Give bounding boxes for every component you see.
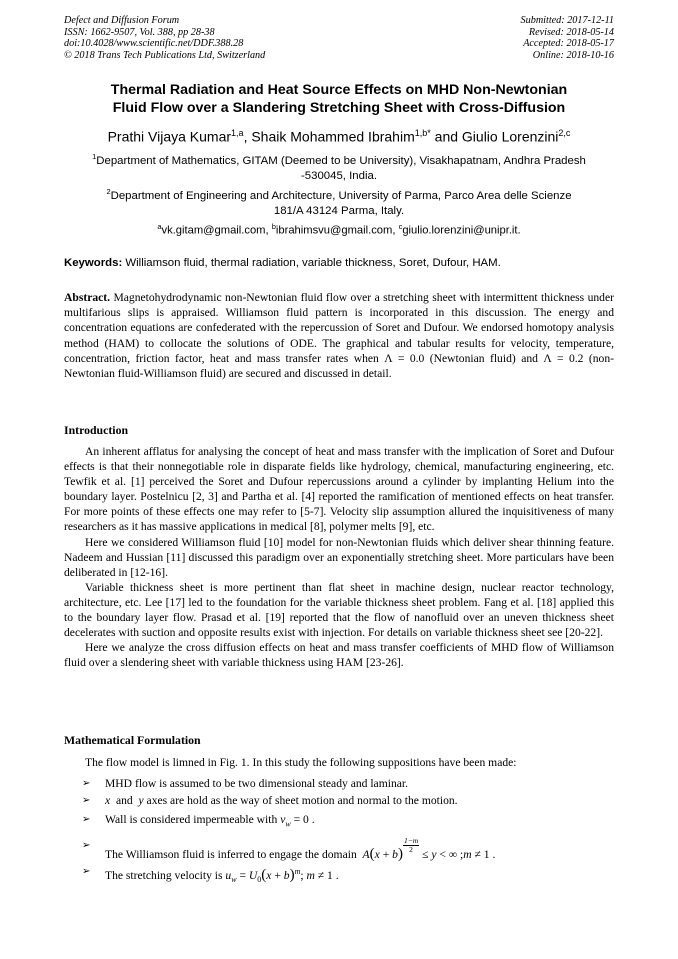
- math-exponent-fraction: [403, 837, 419, 854]
- formulation-intro: [64, 755, 614, 770]
- section-heading-introduction: Introduction: [64, 423, 129, 437]
- math-var: v: [280, 813, 286, 826]
- date-online: Online: 2018-10-16: [532, 49, 614, 61]
- arrow-bullet-icon: ➢: [82, 778, 91, 789]
- fraction-numerator: 1−m: [403, 836, 419, 845]
- math-var: x: [105, 794, 111, 807]
- email-b[interactable]: ibrahimsvu@gmail.com,: [275, 224, 399, 237]
- list-item-text: MHD flow is assumed to be two dimensional steady and laminar.: [105, 777, 408, 790]
- math-var: A: [362, 848, 370, 861]
- list-item: [82, 811, 616, 835]
- math-var: U: [248, 868, 258, 882]
- list-item-text: axes are hold as the way of sheet motion and normal to the motion.: [143, 794, 458, 807]
- list-item: [82, 793, 616, 811]
- math-var: x: [374, 848, 380, 861]
- math-var: u: [225, 868, 232, 882]
- author-3: Giulio Lorenzini: [461, 128, 559, 145]
- list-item-text: The Williamson fluid is inferred to engage the domain: [105, 848, 363, 861]
- math-operator: +: [379, 848, 393, 861]
- affiliation-1-marker: 1: [92, 152, 97, 161]
- abstract: [64, 290, 614, 381]
- email-b-marker: b: [271, 222, 276, 231]
- assumption-list: [82, 776, 616, 883]
- math-paren: (: [369, 846, 375, 862]
- math-subscript: w: [285, 819, 291, 829]
- abstract-equation: Λ = 0.2: [543, 351, 584, 365]
- author-1: Prathi Vijaya Kumar: [107, 128, 232, 145]
- abstract-text: (non-Newtonian fluid-Williamson fluid) are secured and discussed in detail.: [64, 351, 615, 381]
- keywords-label: Keywords:: [64, 257, 123, 269]
- arrow-bullet-icon: ➢: [82, 866, 91, 877]
- paragraph: Here we considered Williamson fluid [10] model for non-Newtonian fluids which deliver shear thinning feature. Nadeem and Hussian [11] discussed this paradigm over an exponentially stretching sheet. More particulars have been deliberated in [12-16].: [64, 535, 614, 579]
- paragraph: Variable thickness sheet is more pertinent than flat sheet in machine design, nuclear reactor technology, architecture, etc. Lee [17] led to the foundation for the variable thickness sheet problem. Fang et al. [18] applied this to the boundary layer flow. Prasad et al. [19] reported that the flow of nanofluid over an uneven thickness sheet decelerates with suction and opposite results exist with injection. For details on variable thickness sheet see [20-22].: [64, 580, 614, 640]
- math-var: m: [463, 848, 472, 861]
- journal-info: [64, 15, 265, 61]
- abstract-text: Magnetohydrodynamic non-Newtonian fluid flow over a stretching sheet with intermittent thickness under multifarious slips is appraised. Williamson fluid pattern is incorporated in this discussion. The energy and concentration equations are confederated with the repercussion of Soret and Dufour. We endorsed homotopy analysis method (HAM) to collocate the solutions of ODE. The graphical and tabular results for velocity, temperature, concentration, friction factor, heat and mass transfer rates when: [64, 291, 614, 365]
- math-var: x: [266, 868, 272, 882]
- email-c[interactable]: giulio.lorenzini@unipr.it.: [402, 224, 521, 237]
- arrow-bullet-icon: ➢: [82, 795, 91, 806]
- journal-doi: doi:10.4028/www.scientific.net/DDF.388.28: [64, 38, 244, 50]
- list-item: [82, 776, 616, 793]
- section-heading-formulation: Mathematical Formulation: [64, 733, 201, 747]
- email-c-marker: c: [398, 222, 403, 231]
- math-paren: (: [261, 866, 267, 883]
- affiliation-1-line-1: Department of Mathematics, GITAM (Deemed to be University), Visakhapatnam, Andhra Pradesh: [96, 154, 586, 167]
- author-2: Shaik Mohammed Ibrahim: [251, 128, 415, 145]
- author-1-affil: 1,a: [231, 128, 244, 138]
- title-line-2: Fluid Flow over a Slandering Stretching Sheet with Cross-Diffusion: [112, 100, 566, 116]
- math-operator: =: [236, 868, 249, 882]
- abstract-text: (Newtonian fluid) and: [424, 351, 544, 365]
- list-item: [82, 863, 616, 883]
- affiliation-1-line-2: -530045, India.: [301, 170, 377, 183]
- fraction-denominator: 2: [409, 845, 413, 854]
- math-subscript: 0: [257, 875, 262, 885]
- keywords-text: Williamson fluid, thermal radiation, variable thickness, Soret, Dufour, HAM.: [122, 257, 501, 269]
- math-operator: ;: [300, 868, 307, 882]
- keywords: [64, 256, 614, 271]
- math-subscript: w: [231, 875, 237, 885]
- email-a-marker: a: [157, 222, 162, 231]
- date-revised: Revised: 2018-05-14: [528, 26, 614, 38]
- list-item-text: and: [110, 794, 139, 807]
- math-operator: ≠ 1 .: [471, 848, 496, 861]
- author-list: [40, 124, 638, 146]
- journal-copyright: © 2018 Trans Tech Publications Ltd, Switzerland: [64, 49, 266, 61]
- paragraph: An inherent afflatus for analysing the concept of heat and mass transfer with the implication of Soret and Dufour effects is that their nonnegotiable role in disparate fields like hydrology, chemical, manufacturing engineering, etc. Tewfik et al. [1] perceived the Soret and Dufour repercussions around a cylinder by implanting Helium into the boundary layer. Postelnicu [2, 3] and Partha et al. [4] reported the ramification of mentioned effects on heat transfer. For more points of these effects one may refer to [5-7]. Velocity slip assumption allured the inquisitiveness of many researchers as it has massive applications in medical [8], polymer melts [9], etc.: [64, 445, 614, 534]
- author-3-affil: 2,c: [558, 128, 571, 138]
- math-operator: ≤: [419, 848, 432, 861]
- author-separator: and: [430, 128, 462, 145]
- author-2-affil: 1,b*: [414, 128, 431, 138]
- math-var: b: [392, 848, 398, 861]
- math-superscript: m: [294, 867, 301, 876]
- list-item-text: Wall is considered impermeable with: [105, 813, 281, 826]
- list-item-text: The stretching velocity is: [105, 868, 226, 882]
- affiliation-2: [60, 184, 618, 220]
- affiliation-1: [60, 149, 618, 185]
- math-var: y: [138, 794, 144, 807]
- author-separator: ,: [243, 128, 252, 145]
- arrow-bullet-icon: ➢: [82, 814, 91, 825]
- abstract-equation: Λ = 0.0: [384, 351, 425, 365]
- math-operator: ≠ 1 .: [314, 868, 339, 882]
- math-paren: ): [289, 866, 295, 883]
- list-item: [82, 835, 616, 863]
- title-line-1: Thermal Radiation and Heat Source Effects on MHD Non-Newtonian: [110, 82, 568, 98]
- paragraph: Here we analyze the cross diffusion effects on heat and mass transfer coefficients of MHD flow of Williamson fluid over a slendering sheet with variable thickness using HAM [23-26].: [64, 641, 614, 670]
- math-var: y: [431, 848, 437, 861]
- abstract-label: Abstract.: [64, 291, 111, 304]
- affiliation-2-line-2: 181/A 43124 Parma, Italy.: [273, 205, 405, 218]
- math-operator: < ∞ ;: [436, 848, 464, 861]
- paper-title: [50, 81, 628, 117]
- publication-dates: [521, 15, 614, 61]
- affiliation-2-line-1: Department of Engineering and Architecture, University of Parma, Parco Area delle Scienze: [110, 189, 572, 202]
- journal-issn: ISSN: 1662-9507, Vol. 388, pp 28-38: [64, 26, 215, 38]
- math-equals: = 0 .: [290, 813, 315, 826]
- introduction-body: [64, 444, 614, 670]
- author-emails: [40, 220, 638, 238]
- journal-name: Defect and Diffusion Forum: [64, 15, 180, 26]
- arrow-bullet-icon: ➢: [82, 840, 91, 851]
- date-accepted: Accepted: 2018-05-17: [523, 38, 614, 50]
- email-a[interactable]: vk.gitam@gmail.com,: [161, 224, 272, 237]
- date-submitted: Submitted: 2017-12-11: [520, 15, 614, 26]
- math-var: m: [306, 868, 315, 882]
- math-paren: ): [397, 846, 403, 862]
- math-var: b: [283, 868, 290, 882]
- paragraph: The flow model is limned in Fig. 1. In this study the following suppositions have been made:: [85, 756, 517, 769]
- affiliation-2-marker: 2: [106, 187, 111, 196]
- math-operator: +: [271, 868, 284, 882]
